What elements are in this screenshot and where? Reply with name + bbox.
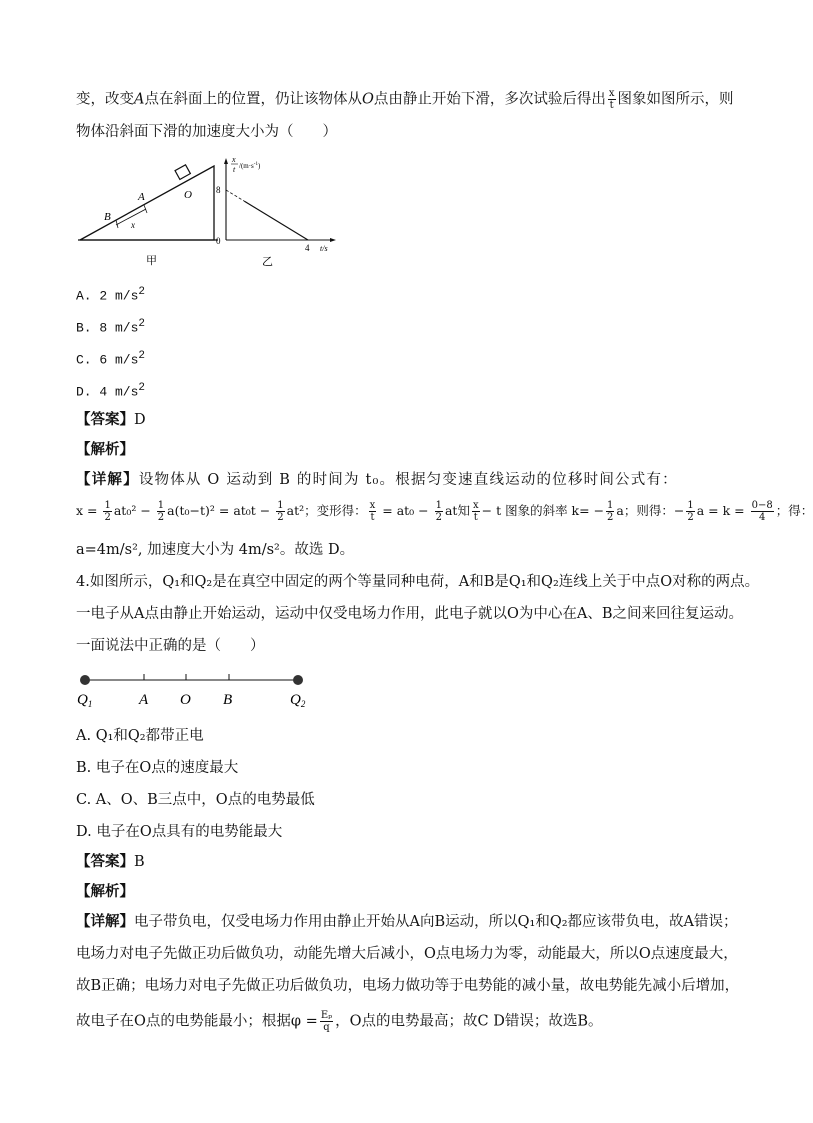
label-b: B — [223, 692, 233, 708]
y-axis-unit-close: ) — [257, 162, 261, 170]
q3-stem-line-1 — [76, 88, 734, 111]
q4-option-a: A. Q₁和Q₂都带正电 — [76, 728, 204, 744]
y-axis-label-den: t — [233, 165, 236, 174]
q4-detail-line-1: 【详解】电子带负电，仅受电场力作用由静止开始从A向B运动，所以Q₁和Q₂都应该带负电，故A错误； — [76, 913, 738, 930]
q3-stem-text: 图象如图所示，则 — [617, 91, 734, 108]
y-tick-label: 8 — [216, 185, 221, 195]
q3-point-o: O — [361, 91, 374, 108]
label-a: A — [139, 692, 149, 708]
y-axis-unit: /(m·s — [239, 162, 254, 170]
q3-detail-line-2: x = $\frac{1}{2}$ at₀² − $\frac{1}{2}$ a(t₀−t)² = at₀t − $\frac{1}{2}$ at²；变形得： $\frac{x}{t}$ = at₀ − $\frac{1}{2}$ at知 $\frac{x}{t}$ − t 图象的斜率 k= − $\frac{1}{2}$ a；则得：− $\frac{1}{2}$ a = k = $\frac{0-8}{4}$ ；得： — [76, 500, 813, 523]
caption-yi: 乙 — [262, 256, 273, 268]
q3-option-c: C. 6 $m/s^2$ — [76, 350, 146, 368]
q3-detail-line-3: a=4m/s², 加速度大小为 4m/s²。故选 D。 — [76, 542, 355, 558]
label-O: O — [184, 189, 192, 201]
q4-figure — [72, 668, 322, 710]
y-axis-unit-exp: -1 — [253, 162, 258, 167]
q3-analysis-label: 【解析】 — [76, 441, 134, 458]
y-axis-arrow — [224, 158, 228, 164]
q4-option-c: C. A、O、B三点中，O点的电势最低 — [76, 792, 315, 808]
q3-figure-jia — [76, 158, 221, 268]
q3-stem-line-2: 物体沿斜面下滑的加速度大小为（ ） — [76, 124, 337, 140]
q4-option-b: B. 电子在O点的速度最大 — [76, 760, 239, 776]
label-B: B — [104, 211, 111, 223]
incline-triangle — [80, 166, 214, 240]
x-tick-label: 4 — [305, 243, 310, 253]
q4-stem-line-1: 4.如图所示，Q₁和Q₂是在真空中固定的两个等量同种电荷，A和B是Q₁和Q₂连线上关于中点O对称的两点。 — [76, 574, 760, 590]
svg-text:Q2 — [290, 692, 306, 709]
x-axis-label: t/s — [320, 244, 328, 253]
label-q1: Q — [77, 692, 88, 708]
charge-q1 — [80, 675, 90, 685]
q3-figure-yi-chart — [216, 152, 346, 267]
q4-detail-line-3: 故B正确；电场力对电子先做正功后做负功，电场力做功等于电势能的减小量，故电势能先减小后增加， — [76, 978, 740, 994]
q4-detail-line-2: 电场力对电子先做正功后做负功，动能先增大后减小，O点电场力为零，动能最大，所以O点速度最大， — [76, 946, 738, 962]
caption-jia: 甲 — [146, 255, 157, 267]
q3-stem-text: 变，改变 — [76, 91, 134, 108]
x-axis-arrow — [330, 238, 336, 242]
label-o: O — [180, 692, 191, 708]
q3-option-d: D. 4 $m/s^2$ — [76, 382, 146, 400]
q4-answer: 【答案】B — [76, 853, 145, 870]
q4-analysis-label: 【解析】 — [76, 883, 134, 900]
label-A: A — [138, 191, 145, 203]
q3-stem-text: 点由静止开始下滑，多次试验后得出 — [373, 91, 606, 108]
origin-label: 0 — [216, 236, 221, 246]
block-icon — [175, 165, 190, 180]
label-q2: Q — [290, 692, 301, 708]
q3-option-b: B. 8 $m/s^2$ — [76, 318, 146, 336]
svg-text:Q1 — [77, 692, 92, 709]
q4-option-d: D. 电子在O点具有的电势能最大 — [76, 824, 283, 840]
q4-stem-line-2: 一电子从A点由静止开始运动，运动中仅受电场力作用，此电子就以O为中心在A、B之间来回往复运动。 — [76, 606, 743, 622]
y-guide-dash — [226, 190, 244, 201]
q4-detail-line-4: 故电子在O点的电势能最小；根据φ = $\frac{\text{Eₚ}}{q}$ ，O点的电势最高；故C D错误；故选B。 — [76, 1010, 603, 1033]
label-q1-sub: 1 — [87, 699, 93, 709]
q3-option-a: A. 2 $m/s^2$ — [76, 286, 146, 304]
charge-q2 — [293, 675, 303, 685]
svg-text:/(m·s-1) — [239, 162, 261, 170]
y-axis-label-num: x — [232, 155, 236, 164]
q3-detail-line-1: 【详解】设物体从 O 运动到 B 的时间为 t₀。根据匀变速直线运动的位移时间公式有： — [76, 471, 678, 488]
q3-x-over-t: $\frac{x}{t}$ — [608, 88, 615, 111]
q3-point-a: A — [134, 91, 145, 108]
label-q2-sub: 2 — [300, 699, 306, 709]
q3-stem-text: 点在斜面上的位置，仍让该物体从 — [144, 91, 362, 108]
label-x: x — [131, 220, 135, 230]
q3-answer: 【答案】D — [76, 411, 146, 428]
series-line — [244, 201, 308, 240]
q4-stem-line-3: 一面说法中正确的是（ ） — [76, 638, 265, 654]
